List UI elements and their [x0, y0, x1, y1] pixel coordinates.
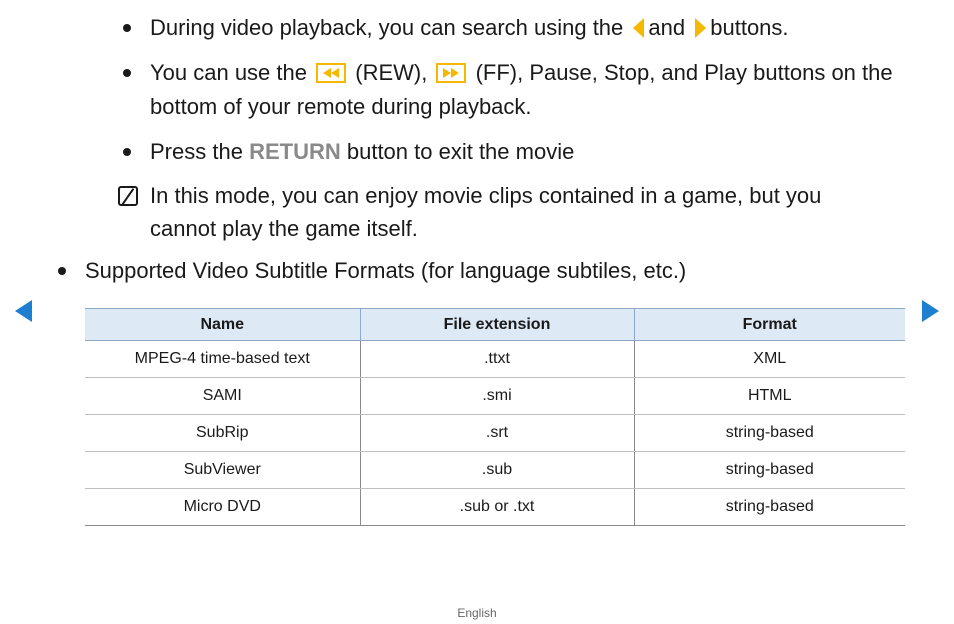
- table-row: [85, 415, 905, 452]
- bullet-3-text-a: Press the: [150, 139, 243, 164]
- cell-extension: .sub or .txt: [360, 489, 634, 526]
- header-file-extension: File extension: [360, 309, 634, 341]
- right-triangle-icon: [695, 18, 706, 38]
- bullet-2-text-b: (REW),: [355, 60, 428, 85]
- bullet-2-text-a: You can use the: [150, 60, 307, 85]
- table-row: [85, 452, 905, 489]
- cell-format: string-based: [634, 489, 905, 526]
- bullet-line-3: [150, 139, 574, 165]
- note-icon: [118, 186, 138, 206]
- bullet-3-text-b: button to exit the movie: [346, 139, 575, 164]
- cell-name: SubViewer: [85, 452, 360, 489]
- cell-format: string-based: [634, 415, 905, 452]
- cell-format: HTML: [634, 378, 905, 415]
- header-name: Name: [85, 309, 360, 341]
- footer-language: English: [457, 606, 497, 620]
- bullet-line-4: Supported Video Subtitle Formats (for language subtiles, etc.): [85, 258, 687, 283]
- fast-forward-icon: [436, 63, 466, 83]
- header-format: Format: [634, 309, 905, 341]
- table-row: [85, 489, 905, 526]
- cell-name: SubRip: [85, 415, 360, 452]
- cell-extension: .smi: [360, 378, 634, 415]
- table-row: [85, 341, 905, 378]
- cell-extension: .ttxt: [360, 341, 634, 378]
- bullet-dot: [123, 24, 131, 32]
- bullet-line-2: [150, 60, 893, 86]
- rewind-icon: [316, 63, 346, 83]
- bullet-line-1: [150, 15, 789, 41]
- cell-extension: .sub: [360, 452, 634, 489]
- next-page-icon[interactable]: [922, 300, 939, 322]
- bullet-dot: [123, 69, 131, 77]
- bullet-1-text-c: buttons.: [710, 15, 789, 40]
- note-line-1: In this mode, you can enjoy movie clips contained in a game, but you: [150, 183, 822, 208]
- cell-format: XML: [634, 341, 905, 378]
- cell-name: Micro DVD: [85, 489, 360, 526]
- bullet-2-text-c: (FF), Pause, Stop, and Play buttons on the: [475, 60, 893, 85]
- bullet-dot: [123, 148, 131, 156]
- bullet-line-2-cont: bottom of your remote during playback.: [150, 94, 532, 119]
- note-line-2: cannot play the game itself.: [150, 216, 418, 241]
- bullet-1-text-b: and: [648, 15, 686, 40]
- table-header-row: [85, 309, 905, 341]
- bullet-dot: [58, 267, 66, 275]
- return-key-label: RETURN: [249, 139, 341, 164]
- cell-format: string-based: [634, 452, 905, 489]
- bullet-1-text-a: During video playback, you can search using the: [150, 15, 624, 40]
- table-row: [85, 378, 905, 415]
- cell-name: SAMI: [85, 378, 360, 415]
- cell-extension: .srt: [360, 415, 634, 452]
- cell-name: MPEG-4 time-based text: [85, 341, 360, 378]
- subtitle-formats-table: [85, 308, 905, 526]
- left-triangle-icon: [633, 18, 644, 38]
- prev-page-icon[interactable]: [15, 300, 32, 322]
